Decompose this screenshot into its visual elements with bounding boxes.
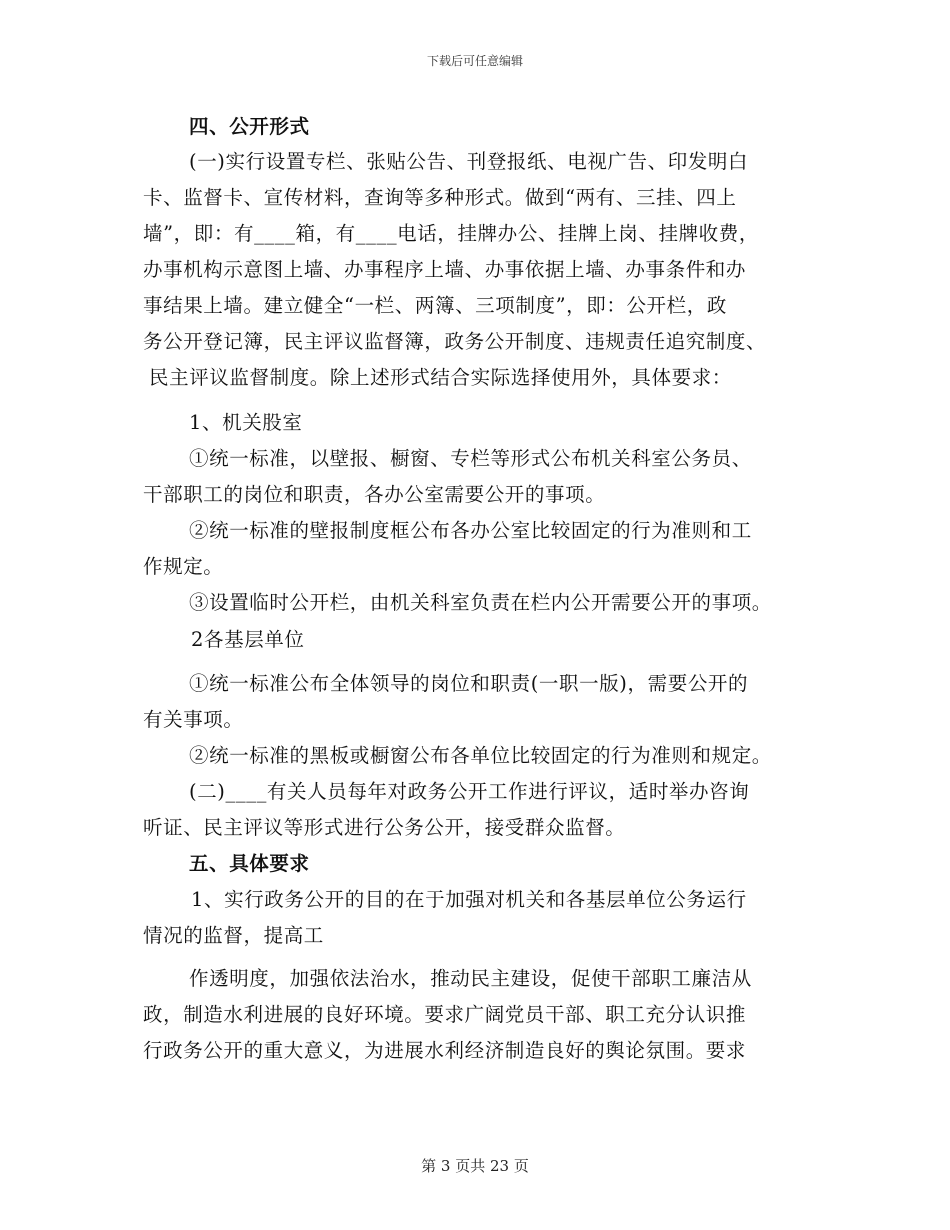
paragraph-line: 墙”，即：有____箱，有____电话，挂牌办公、挂牌上岗、挂牌收费，: [143, 222, 759, 245]
paragraph-line: ①统一标准公布全体领导的岗位和职责(一职一版)，需要公开的: [189, 672, 749, 695]
page-footer: 第 3 页共 23 页: [421, 1157, 529, 1175]
subsection-heading: 2各基层单位: [191, 628, 305, 651]
paragraph-line: ②统一标准的黑板或橱窗公布各单位比较固定的行为准则和规定。: [189, 744, 772, 767]
paragraph-line: 干部职工的岗位和职责，各办公室需要公开的事项。: [143, 483, 606, 506]
page-header: 下载后可任意编辑: [426, 54, 523, 68]
paragraph-line: 有关事项。: [143, 708, 244, 731]
paragraph-line: 事结果上墙。建立健全“一栏、两簿、三项制度”，即：公开栏，政: [143, 294, 727, 317]
section-heading-5: 五、具体要求: [189, 852, 310, 875]
paragraph-line: ②统一标准的壁报制度框公布各办公室比较固定的行为准则和工: [189, 519, 752, 542]
paragraph-line: 听证、民主评议等形式进行公务公开，接受群众监督。: [143, 816, 626, 839]
subsection-heading: 1、机关股室: [189, 411, 303, 434]
paragraph-line: 办事机构示意图上墙、办事程序上墙、办事依据上墙、办事条件和办: [143, 258, 747, 281]
paragraph-line: 1、实行政务公开的目的在于加强对机关和各基层单位公务运行: [191, 888, 747, 911]
paragraph-line: (二)____有关人员每年对政务公开工作进行评议，适时举办咨询: [189, 780, 750, 803]
paragraph-line: 务公开登记簿，民主评议监督簿，政务公开制度、违规责任追究制度、: [143, 330, 767, 353]
paragraph-line: 作透明度，加强依法治水，推动民主建设，促使干部职工廉洁从: [189, 967, 752, 990]
paragraph-line: 卡、监督卡、宣传材料，查询等多种形式。做到“两有、三挂、四上: [143, 186, 737, 209]
paragraph-line: 政，制造水利进展的良好环境。要求广阔党员干部、职工充分认识推: [143, 1003, 747, 1026]
paragraph-line: 民主评议监督制度。除上述形式结合实际选择使用外，具体要求：: [149, 366, 732, 389]
paragraph-line: ①统一标准，以壁报、橱窗、专栏等形式公布机关科室公务员、: [189, 447, 752, 470]
paragraph-line: (一)实行设置专栏、张贴公告、刊登报纸、电视广告、印发明白: [189, 150, 749, 173]
paragraph-line: 情况的监督，提高工: [143, 924, 324, 947]
paragraph-line: 作规定。: [143, 555, 224, 578]
section-heading-4: 四、公开形式: [189, 115, 310, 138]
paragraph-line: ③设置临时公开栏，由机关科室负责在栏内公开需要公开的事项。: [189, 591, 772, 614]
paragraph-line: 行政务公开的重大意义，为进展水利经济制造良好的舆论氛围。要求: [143, 1039, 747, 1062]
